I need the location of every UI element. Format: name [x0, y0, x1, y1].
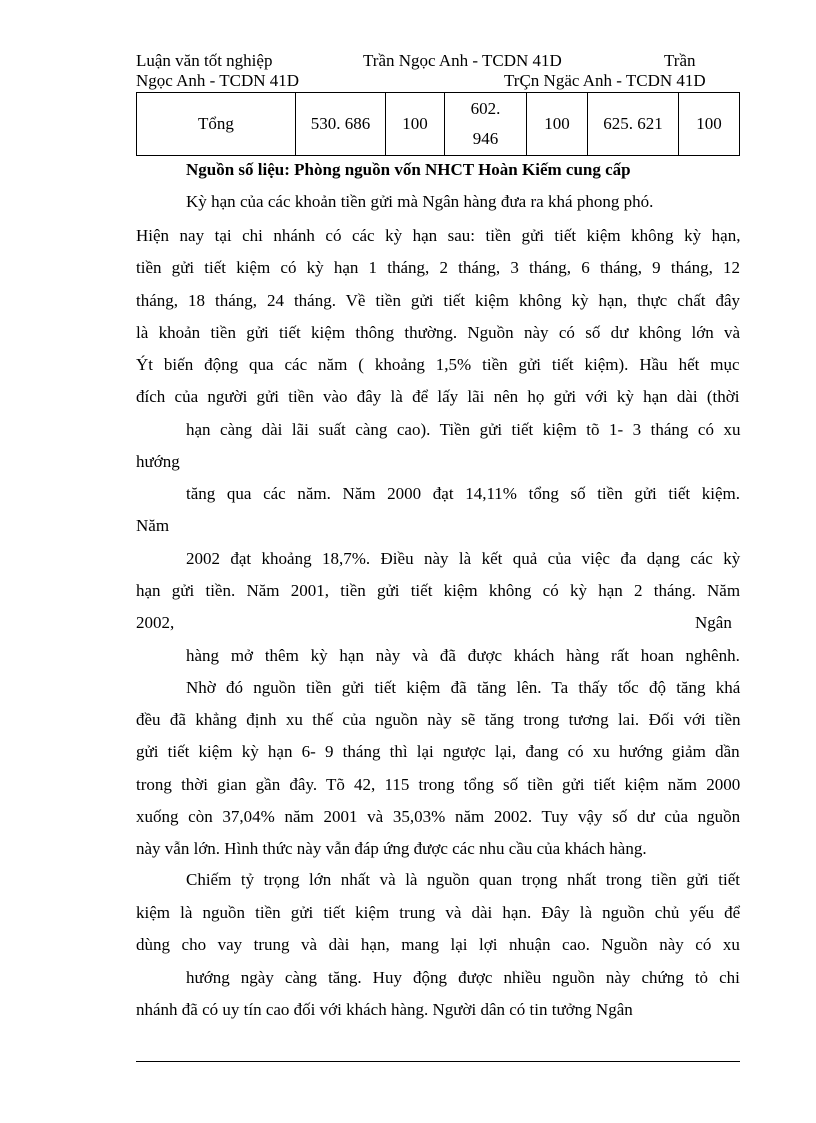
percent-2002: 100: [696, 114, 722, 133]
body-line-12: 2002 đạt khoảng 18,7%. Điều này là kết quả của việc đa dạng các kỳ: [186, 549, 741, 568]
body-line-26: nhánh đã có uy tín cao đối với khách hàng. Người dân có tin tưởng Ngân: [136, 1000, 633, 1019]
body-line-24: dùng cho vay trung và dài hạn, mang lại lợi nhuận cao. Nguồn này có xu: [136, 935, 740, 954]
body-line-17: đều đã khẳng định xu thế của nguồn này sẽ tăng trong tương lai. Đối với tiền: [136, 710, 741, 729]
body-line-9: hướng: [136, 452, 180, 471]
body-line-14-end: Ngân: [695, 613, 732, 632]
header-author-fragment: Trần: [664, 51, 696, 70]
value-2001-part2: 946: [472, 129, 499, 148]
percent-2002-cell: [679, 93, 740, 156]
percent-2000-cell: [386, 93, 445, 156]
header-author-continued: Ngọc Anh - TCDN 41D: [136, 71, 300, 90]
body-line-19: trong thời gian gần đây. Tõ 42, 115 trong tổng số tiền gửi tiết kiệm năm 2000: [136, 775, 741, 794]
value-2001-cell: [445, 93, 527, 156]
body-line-5: là khoản tiền gửi tiết kiệm thông thường. Nguồn này có số dư không lớn và: [136, 323, 741, 342]
body-line-18: gửi tiết kiệm kỳ hạn 6- 9 tháng thì lại ngược lại, đang có xu hướng giảm dần: [136, 742, 740, 761]
body-line-4: tháng, 18 tháng, 24 tháng. Về tiền gửi tiết kiệm không kỳ hạn, thực chất đây: [136, 291, 741, 310]
body-line-3: tiền gửi tiết kiệm có kỳ hạn 1 tháng, 2 tháng, 3 tháng, 6 tháng, 9 tháng, 12: [136, 258, 741, 277]
percent-2000: 100: [402, 114, 428, 133]
total-label: Tổng: [198, 114, 234, 133]
source-note: Nguồn số liệu: Phòng nguồn vốn NHCT Hoàn Kiếm cung cấp: [186, 160, 631, 179]
header-author: Trần Ngọc Anh - TCDN 41D: [363, 51, 562, 70]
body-line-22: Chiếm tỷ trọng lớn nhất và là nguồn quan trọng nhất trong tiền gửi tiết: [186, 870, 741, 889]
body-line-21: này vẫn lớn. Hình thức này vẫn đáp ứng được các nhu cầu của khách hàng.: [136, 839, 647, 858]
total-label-cell: [137, 93, 296, 156]
percent-2001-cell: [527, 93, 588, 156]
value-2002-cell: [588, 93, 679, 156]
value-2001-part1: 602.: [470, 99, 501, 118]
body-line-20: xuống còn 37,04% năm 2001 và 35,03% năm 2002. Tuy vậy số dư của nguồn: [136, 807, 741, 826]
percent-2001: 100: [544, 114, 570, 133]
body-line-23: kiệm là nguồn tiền gửi tiết kiệm trung và dài hạn. Đây là nguồn chủ yếu để: [136, 903, 741, 922]
totals-table: [136, 92, 740, 156]
value-2000-cell: [296, 93, 386, 156]
body-line-7: đích của người gửi tiền vào đây là để lấy lãi nên họ gửi với kỳ hạn dài (thời: [136, 387, 740, 406]
value-2002: 625. 621: [603, 114, 663, 133]
body-line-8: hạn càng dài lãi suất càng cao). Tiền gửi tiết kiệm tõ 1- 3 tháng có xu: [186, 420, 741, 439]
body-line-10: tăng qua các năm. Năm 2000 đạt 14,11% tổng số tiền gửi tiết kiệm.: [186, 484, 740, 503]
footer-rule: [136, 1061, 740, 1062]
body-line-2: Hiện nay tại chi nhánh có các kỳ hạn sau: tiền gửi tiết kiệm không kỳ hạn,: [136, 226, 741, 245]
body-line-15: hàng mở thêm kỳ hạn này và đã được khách hàng rất hoan nghênh.: [186, 646, 740, 665]
body-line-11: Năm: [136, 516, 170, 535]
body-line-13: hạn gửi tiền. Năm 2001, tiền gửi tiết kiệm không có kỳ hạn 2 tháng. Năm: [136, 581, 741, 600]
body-line-1: Kỳ hạn của các khoản tiền gửi mà Ngân hàng đưa ra khá phong phó.: [186, 192, 654, 211]
value-2000: 530. 686: [310, 114, 371, 133]
header-author-encoded: TrÇn Ngäc Anh - TCDN 41D: [504, 71, 706, 90]
body-line-16: Nhờ đó nguồn tiền gửi tiết kiệm đã tăng lên. Ta thấy tốc độ tăng khá: [186, 678, 741, 697]
header-thesis-title: Luận văn tốt nghiệp: [136, 51, 273, 70]
body-line-25: hướng ngày càng tăng. Huy động được nhiều nguồn này chứng tỏ chi: [186, 968, 740, 987]
body-line-6: Ýt biến động qua các năm ( khoảng 1,5% tiền gửi tiết kiệm). Hầu hết mục: [136, 355, 740, 374]
body-line-14-start: 2002,: [136, 613, 175, 632]
table-row: [137, 93, 740, 156]
